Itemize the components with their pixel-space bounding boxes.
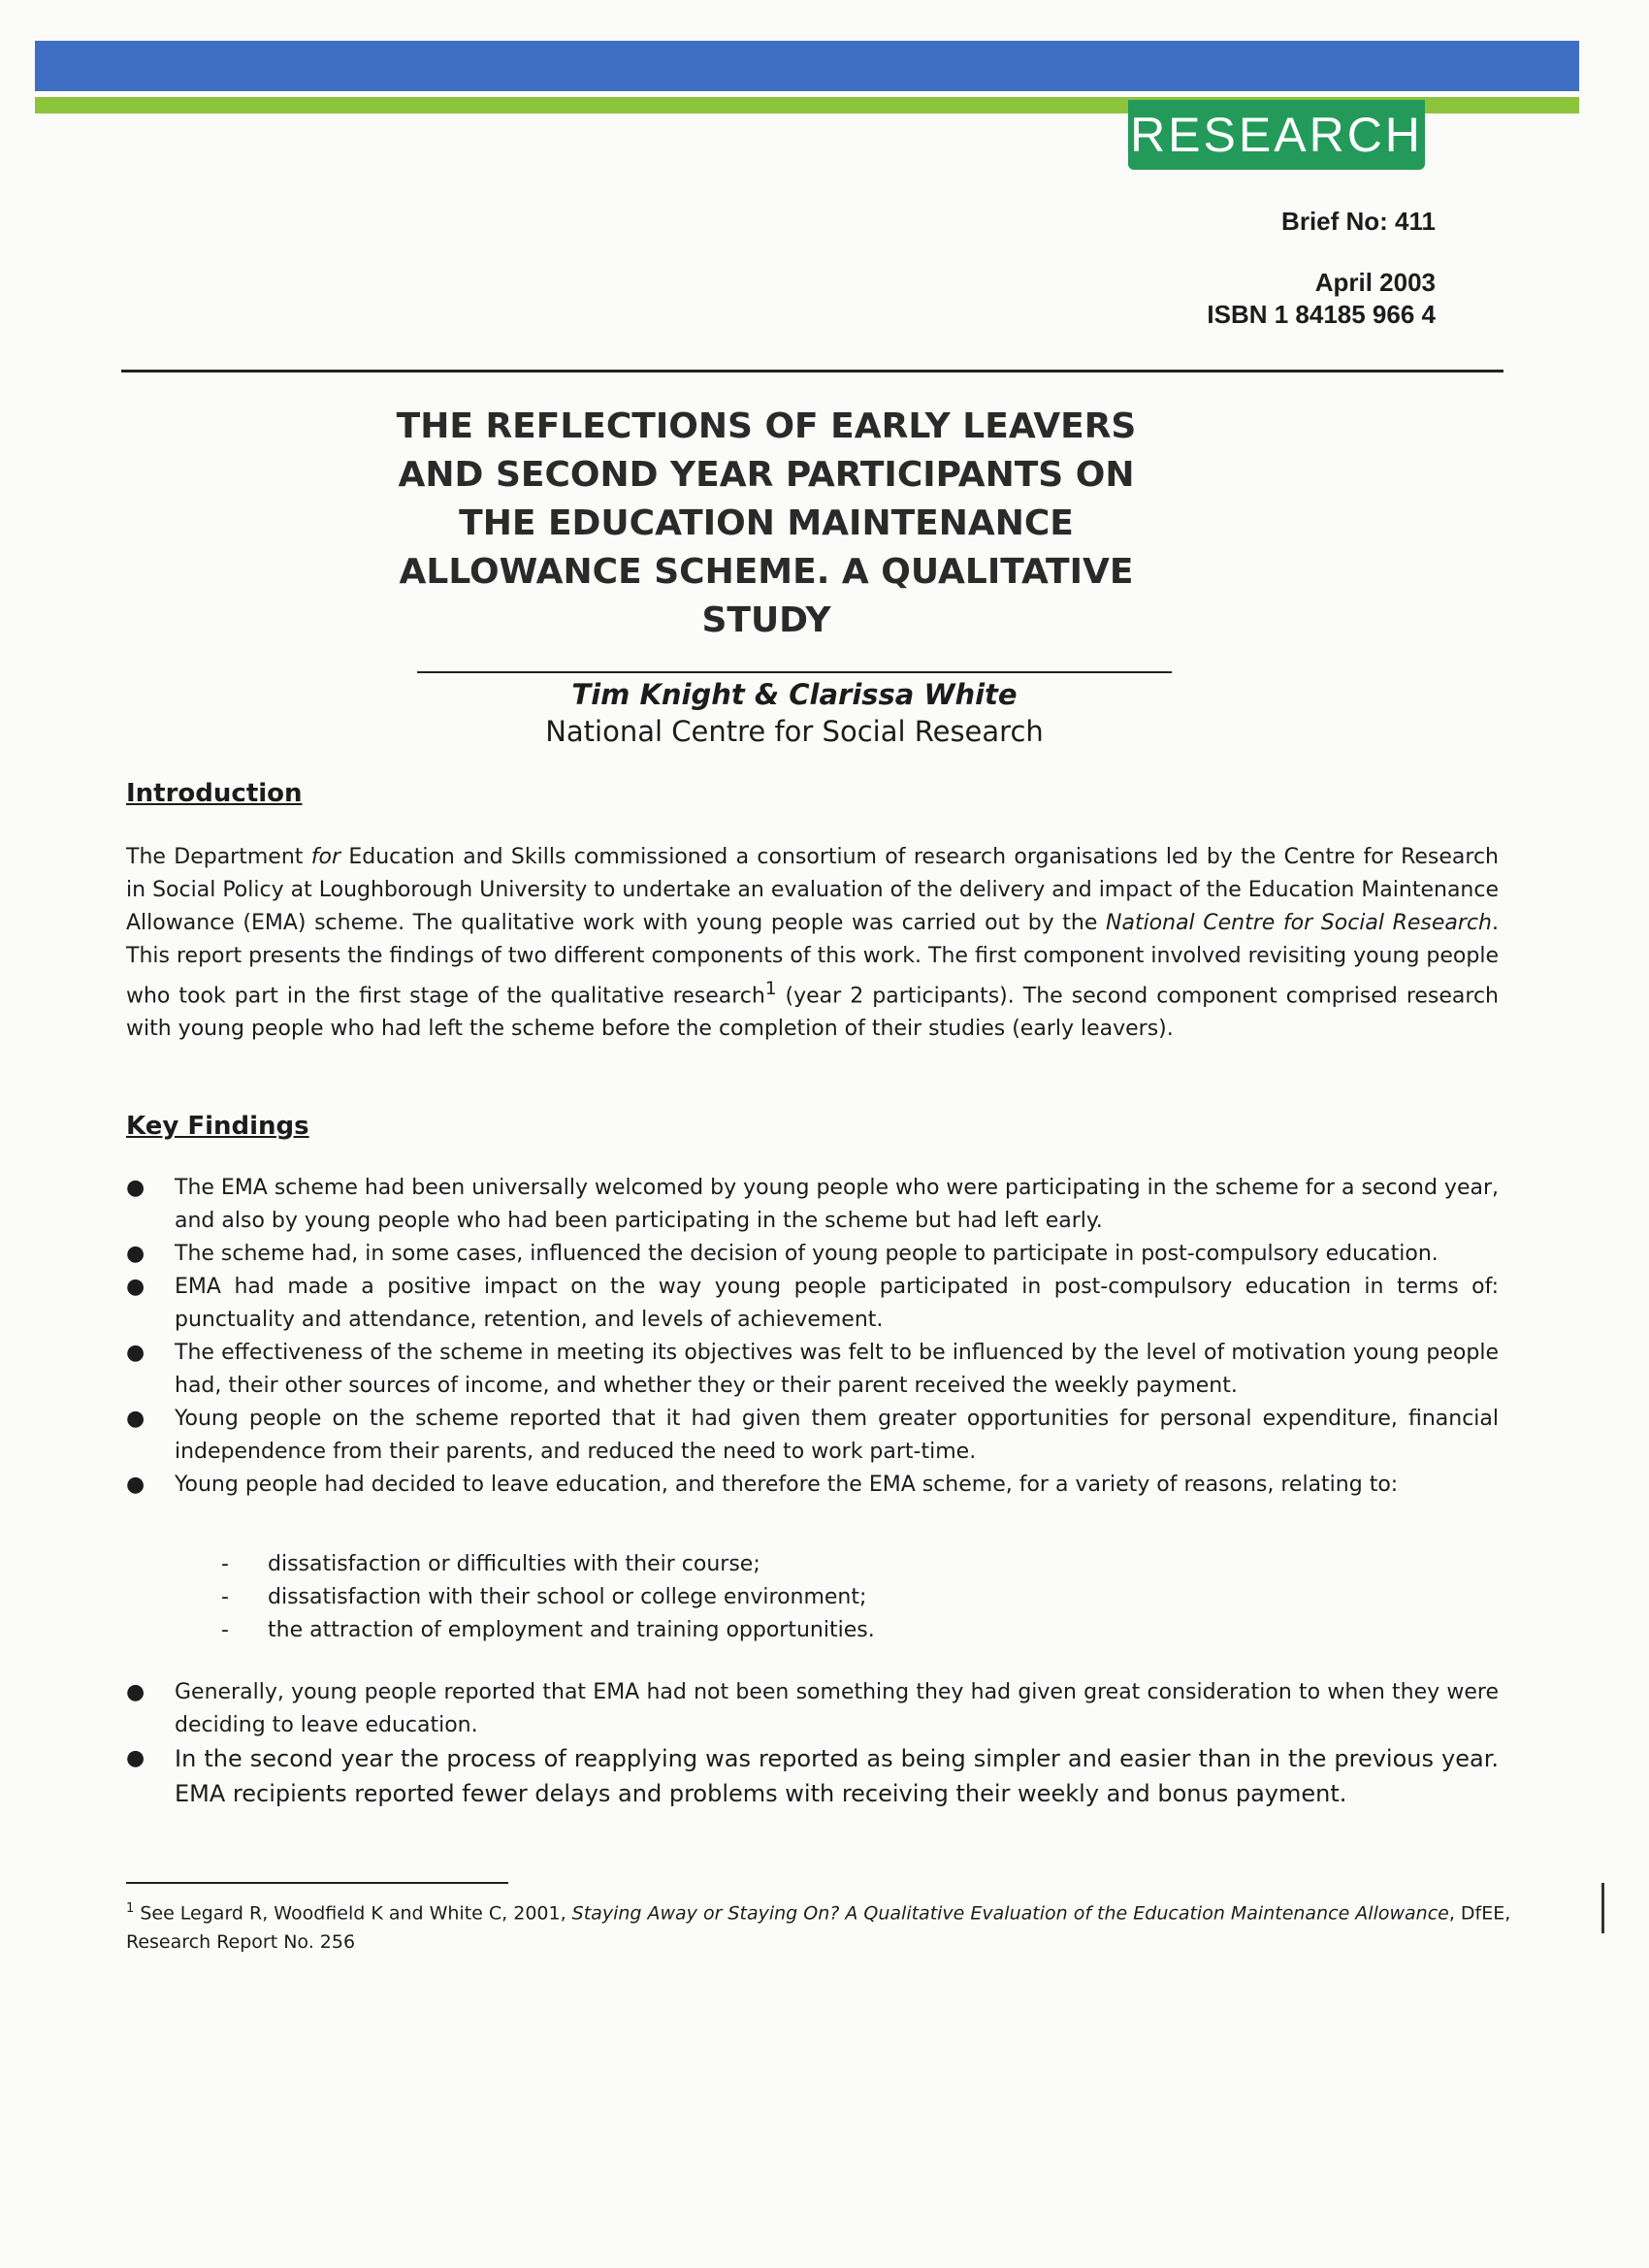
page-title: THE REFLECTIONS OF EARLY LEAVERS AND SECOND YEAR PARTICIPANTS ON THE EDUCATION MAINTENANCE ALLOWANCE SCHEME. A QUALITATIVE STUDY — [396, 406, 1137, 640]
bullet-icon: ● — [126, 1341, 146, 1365]
bullet-icon: ● — [126, 1275, 146, 1299]
brief-number: Brief No: 411 — [1281, 207, 1436, 236]
author-organisation: National Centre for Social Research — [545, 715, 1044, 748]
dash-icon: - — [221, 1585, 229, 1609]
list-item: ● Young people had decided to leave education, and therefore the EMA scheme, for a variety of reasons, relating to: — [126, 1469, 1499, 1502]
key-findings-list — [126, 1172, 1499, 1502]
introduction-paragraph: The Department for Education and Skills commissioned a consortium of research organisations led by the Centre for Research in Social Policy at Loughborough University to undertake an evaluation of the delivery and impact of the Education Maintenance Allowance (EMA) scheme. The qualitative work with young people was carried out by the National Centre for Social Research. This report presents the findings of two different components of this work. The first component involved revisiting young people who took part in the first stage of the qualitative research$^1$ (year 2 participants). The second component comprised research with young people who had left the scheme before the completion of their studies (early leavers). — [126, 845, 1500, 1042]
key-findings-list-continued — [126, 1676, 1499, 1812]
list-item: ● Generally, young people reported that EMA had not been something they had given great consideration to when they were deciding to leave education. — [126, 1676, 1499, 1742]
list-item: ● The EMA scheme had been universally welcomed by young people who were participating in the scheme for a second year, and also by young people who had been participating in the scheme but had left early. — [126, 1172, 1499, 1238]
authors-block — [417, 676, 1172, 750]
footnote-marker: 1 — [126, 1901, 135, 1916]
footnote-reference: 1 — [764, 979, 777, 999]
research-badge: RESEARCH — [1128, 100, 1425, 170]
title-divider — [121, 370, 1504, 373]
footnote: $^1$ See Legard R, Woodfield K and White C, 2001, Staying Away or Staying On? A Qualitative Evaluation of the Education Maintenance Allowance, DfEE, Research Report No. 256 — [126, 1901, 1511, 1954]
list-item: - dissatisfaction or difficulties with their course; — [221, 1548, 1094, 1581]
list-item: - dissatisfaction with their school or college environment; — [221, 1581, 1094, 1614]
bullet-icon: ● — [126, 1746, 146, 1770]
header-blue-band — [35, 41, 1579, 91]
brief-details — [1067, 206, 1436, 331]
bullet-icon: ● — [126, 1176, 146, 1200]
authors-divider — [417, 671, 1172, 673]
bullet-icon: ● — [126, 1407, 146, 1431]
dash-icon: - — [221, 1618, 229, 1642]
list-item: ● Young people on the scheme reported that it had given them greater opportunities for personal expenditure, financial independence from their parents, and reduced the need to work part-time. — [126, 1403, 1499, 1469]
leaving-reasons-list — [221, 1548, 1094, 1647]
key-findings-heading: Key Findings — [126, 1112, 309, 1141]
isbn: ISBN 1 84185 966 4 — [1207, 300, 1436, 329]
bullet-icon: ● — [126, 1473, 146, 1497]
list-item: ● The scheme had, in some cases, influenced the decision of young people to participate in post-compulsory education. — [126, 1238, 1499, 1271]
dash-icon: - — [221, 1552, 229, 1576]
list-item: ● The effectiveness of the scheme in meeting its objectives was felt to be influenced by the level of motivation young people had, their other sources of income, and whether they or their parent received the weekly payment. — [126, 1337, 1499, 1403]
footnote-divider — [126, 1882, 508, 1884]
publication-date: April 2003 — [1314, 268, 1436, 297]
bullet-icon: ● — [126, 1242, 146, 1266]
scan-margin-mark — [1601, 1883, 1604, 1933]
list-item: - the attraction of employment and training opportunities. — [221, 1614, 1094, 1647]
bullet-icon: ● — [126, 1680, 146, 1704]
list-item: ● In the second year the process of reapplying was reported as being simpler and easier than in the previous year. EMA recipients reported fewer delays and problems with receiving their weekly and bonus payment. — [126, 1742, 1499, 1812]
author-names: Tim Knight & Clarissa White — [571, 678, 1018, 711]
introduction-heading: Introduction — [126, 779, 303, 808]
list-item: ● EMA had made a positive impact on the way young people participated in post-compulsory education in terms of: punctuality and attendance, retention, and levels of achievement. — [126, 1271, 1499, 1337]
